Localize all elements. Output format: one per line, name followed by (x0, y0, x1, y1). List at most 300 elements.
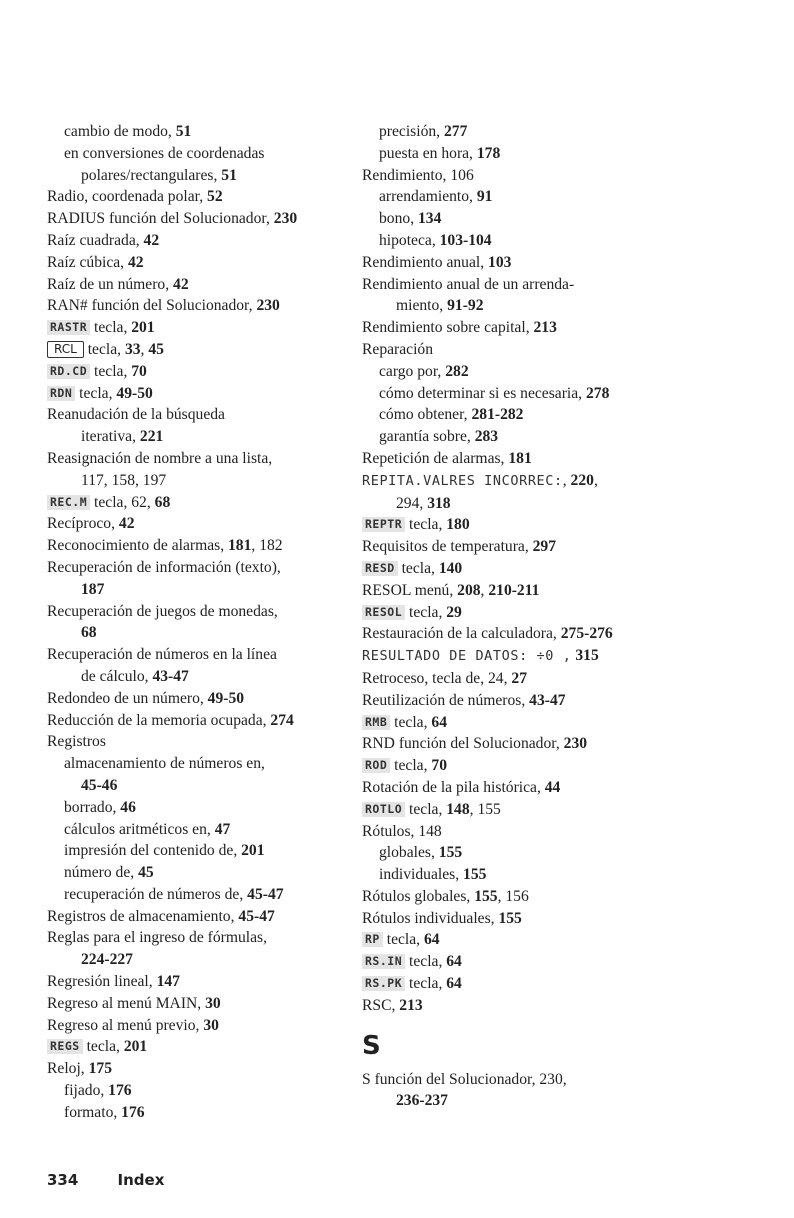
entry-line (47, 884, 362, 906)
entry-text: Rendimiento anual de un arrenda- (362, 275, 575, 293)
entry-text: Registros de almacenamiento, (47, 907, 239, 925)
page-ref: 27 (511, 669, 527, 687)
page-ref: 64 (446, 975, 462, 993)
display-message: RESULTADO DE DATOS: ÷0 , (362, 648, 572, 665)
entry-line (47, 710, 362, 732)
entry-line (362, 143, 782, 165)
entry-text: Reasignación de nombre a una lista, (47, 449, 273, 467)
page-ref: 103-104 (439, 231, 492, 249)
index-entry (362, 470, 782, 515)
right-entries (362, 121, 782, 1017)
index-entry (47, 361, 362, 383)
softkey-label: RESD (362, 561, 398, 576)
index-subentry (47, 862, 362, 884)
entry-line (362, 558, 782, 580)
entry-text: Reglas para el ingreso de fórmulas, (47, 929, 267, 947)
page-ref: 181 (228, 537, 252, 555)
entry-line (362, 580, 782, 602)
page-ref: 42 (127, 253, 144, 271)
entry-text: Recuperación de información (texto), (47, 558, 281, 576)
index-subentry (362, 361, 782, 383)
page-ref: 278 (585, 384, 610, 402)
index-entry (362, 777, 782, 799)
index-entry (47, 710, 362, 732)
entry-text: tecla, (75, 384, 117, 402)
entry-line (362, 1069, 782, 1091)
page-ref: 70 (431, 757, 447, 775)
page-ref: 42 (143, 231, 160, 249)
page-ref: 45 (148, 340, 164, 358)
entry-line (362, 645, 782, 668)
index-entry (47, 492, 362, 514)
entry-text: , (562, 471, 571, 489)
entry-continuation (47, 470, 362, 492)
index-entry (362, 580, 782, 602)
entry-text: tecla, (90, 362, 132, 380)
entry-line (47, 317, 362, 339)
entry-line (362, 361, 782, 383)
entry-text: puesta en hora, (379, 144, 477, 162)
index-entry (362, 973, 782, 995)
entry-line (47, 1102, 362, 1124)
entry-continuation (47, 775, 362, 797)
index-entry (47, 404, 362, 448)
entry-line (47, 753, 362, 775)
softkey-label: REC.M (47, 495, 90, 510)
index-subentry (362, 383, 782, 405)
page-ref: 103 (488, 253, 512, 271)
entry-continuation (47, 949, 362, 971)
page-ref: 49-50 (116, 384, 153, 402)
entry-line (362, 252, 782, 274)
entry-line (47, 688, 362, 710)
entry-text: tecla, (405, 800, 447, 818)
entry-text: Rótulos, 148 (362, 822, 442, 840)
page-ref: 230 (256, 297, 280, 315)
page-ref: 220 (570, 471, 594, 489)
entry-line (47, 906, 362, 928)
index-column-right (362, 121, 782, 1112)
index-entry (362, 690, 782, 712)
index-entry (362, 886, 782, 908)
entry-text: Registros (47, 733, 106, 751)
entry-text: en conversiones de coordenadas (64, 144, 265, 162)
entry-line (362, 712, 782, 734)
entry-line (47, 186, 362, 208)
page-ref: 277 (443, 123, 468, 140)
entry-line (47, 840, 362, 862)
entry-line (362, 186, 782, 208)
entry-line (362, 602, 782, 624)
index-entry (362, 995, 782, 1017)
page-ref: 297 (532, 538, 557, 556)
index-entry (47, 731, 362, 753)
entry-text: Rótulos globales, (362, 887, 475, 905)
entry-text: 294, (396, 494, 428, 512)
entry-text: Regresión lineal, (47, 973, 157, 991)
index-entry (47, 186, 362, 208)
entry-line (362, 404, 782, 426)
index-subentry (362, 186, 782, 208)
entry-line (47, 295, 362, 317)
page-ref: 33 (124, 340, 141, 358)
page-ref: 51 (175, 123, 192, 140)
entry-text: Reanudación de la búsqueda (47, 406, 225, 424)
entry-line (362, 426, 782, 448)
entry-text: RSC, (362, 996, 400, 1014)
page-ref: 45-47 (247, 885, 284, 903)
entry-line (47, 1080, 362, 1102)
page-ref: 275-276 (560, 625, 613, 643)
entry-line (362, 339, 782, 361)
entry-line (362, 514, 782, 536)
index-entry (47, 383, 362, 405)
entry-line (362, 755, 782, 777)
entry-text: Raíz de un número, (47, 275, 174, 293)
entry-text: número de, (64, 864, 139, 882)
entry-line (362, 733, 782, 755)
entry-line (47, 513, 362, 535)
entry-text: 117, 158, 197 (81, 471, 167, 489)
page-ref: 45-47 (238, 907, 275, 925)
page-ref: 155 (438, 844, 463, 862)
entry-text: , 156 (497, 887, 529, 905)
page-ref: 155 (474, 887, 498, 905)
index-entry (362, 317, 782, 339)
index-entry (362, 274, 782, 318)
entry-line (362, 777, 782, 799)
page-ref: 281-282 (471, 406, 524, 424)
entry-text: , 155 (469, 800, 501, 818)
page-ref: 43-47 (529, 691, 566, 709)
entry-line (47, 339, 362, 361)
page-ref: 213 (399, 996, 423, 1014)
entry-text: tecla, (397, 559, 439, 577)
page-ref: 282 (445, 362, 469, 380)
index-subentry (362, 842, 782, 864)
index-entry (362, 821, 782, 843)
index-entry (47, 230, 362, 252)
entry-text: polares/rectangulares, (81, 166, 222, 184)
index-entry (47, 317, 362, 339)
entry-text: miento, (396, 297, 448, 315)
index-entry (47, 557, 362, 601)
softkey-label: RDN (47, 386, 75, 401)
index-subentry (47, 143, 362, 187)
page-ref: 201 (241, 842, 265, 860)
entry-text: Radio, coordenada polar, (47, 188, 208, 206)
page-ref: 45-46 (81, 776, 118, 794)
index-subentry (362, 121, 782, 143)
entry-text: Reducción de la memoria ocupada, (47, 711, 271, 729)
entry-line (362, 821, 782, 843)
entry-text: Raíz cuadrada, (47, 231, 144, 249)
entry-line (362, 995, 782, 1017)
page-ref: 175 (88, 1060, 112, 1078)
entry-text: Rotación de la pila histórica, (362, 778, 545, 796)
softkey-label: RASTR (47, 320, 90, 335)
index-entry (47, 274, 362, 296)
index-entry (362, 514, 782, 536)
entry-text: Reloj, (47, 1060, 89, 1078)
entry-line (47, 404, 362, 426)
page-ref: 147 (156, 973, 180, 991)
index-entry (47, 601, 362, 645)
index-subentry (47, 884, 362, 906)
entry-line (47, 230, 362, 252)
entry-continuation (47, 579, 362, 601)
entry-text: , (140, 340, 149, 358)
hard-key-label: RCL (47, 341, 84, 358)
page-ref: 236-237 (396, 1092, 448, 1110)
index-column-left (47, 121, 362, 1124)
index-entry (47, 513, 362, 535)
entry-text: globales, (379, 844, 439, 862)
page-ref: 52 (207, 188, 223, 206)
entry-text: arrendamiento, (379, 188, 477, 206)
softkey-label: ROD (362, 758, 390, 773)
index-subentry (47, 1080, 362, 1102)
entry-text: tecla, (382, 931, 424, 949)
index-entry (362, 602, 782, 624)
page-ref: 224-227 (81, 951, 133, 969)
entry-line (47, 274, 362, 296)
s-entries (362, 1069, 782, 1113)
page-number: 334 (47, 1171, 79, 1189)
entry-line (362, 208, 782, 230)
index-entry (47, 927, 362, 971)
softkey-label: RESOL (362, 605, 405, 620)
page-ref: 29 (446, 603, 462, 621)
page-ref: 47 (214, 820, 231, 838)
index-subentry (362, 864, 782, 886)
entry-line (47, 383, 362, 405)
entry-text: almacenamiento de números en, (64, 755, 265, 773)
entry-continuation (47, 426, 362, 448)
entry-line (362, 864, 782, 886)
entry-text: Recuperación de números en la línea (47, 646, 277, 664)
entry-text: iterativa, (81, 428, 140, 446)
index-subentry (47, 1102, 362, 1124)
entry-text: tecla, (90, 319, 132, 337)
page-ref: 187 (81, 580, 105, 598)
entry-text: Regreso al menú previo, (47, 1016, 204, 1034)
page-ref: 44 (544, 778, 561, 796)
index-entry (362, 929, 782, 951)
entry-continuation (47, 622, 362, 644)
index-entry (47, 971, 362, 993)
entry-text: cálculos aritméticos en, (64, 820, 215, 838)
entry-line (362, 929, 782, 951)
page-ref: 230 (273, 210, 298, 228)
entry-line (47, 143, 362, 165)
entry-line (47, 448, 362, 470)
page-ref: 176 (121, 1103, 145, 1121)
page-ref: 155 (498, 909, 522, 927)
entry-text: borrado, (64, 798, 121, 816)
index-subentry (47, 797, 362, 819)
entry-text: impresión del contenido de, (64, 842, 242, 860)
index-entry (47, 208, 362, 230)
index-subentry (47, 753, 362, 797)
entry-line (362, 121, 782, 143)
page-ref: 283 (474, 428, 499, 446)
index-entry (362, 252, 782, 274)
page-ref: 68 (81, 624, 97, 642)
entry-text: Rendimiento anual, (362, 253, 489, 271)
entry-text: Raíz cúbica, (47, 253, 128, 271)
softkey-label: RS.IN (362, 954, 405, 969)
page-ref: 210-211 (488, 581, 540, 599)
index-subentry (362, 404, 782, 426)
index-entry (362, 755, 782, 777)
entry-continuation (47, 666, 362, 688)
index-entry (362, 536, 782, 558)
page-ref: 42 (173, 275, 189, 293)
entry-text: RESOL menú, (362, 581, 458, 599)
entry-text: , (593, 471, 598, 489)
entry-line (47, 1058, 362, 1080)
page-ref: 208 (457, 581, 481, 599)
entry-text: tecla, (405, 603, 447, 621)
index-entry (47, 535, 362, 557)
page-ref: 201 (131, 319, 155, 337)
entry-line (47, 601, 362, 623)
index-subentry (47, 819, 362, 841)
entry-line (47, 731, 362, 753)
index-entry (362, 645, 782, 668)
entry-text: Restauración de la calculadora, (362, 625, 561, 643)
entry-text: tecla, (390, 757, 432, 775)
index-entry (47, 688, 362, 710)
entry-text: tecla, (405, 975, 447, 993)
entry-continuation (362, 493, 782, 515)
entry-line (47, 797, 362, 819)
entry-text: hipoteca, (379, 231, 440, 249)
entry-text: RADIUS función del Solucionador, (47, 210, 274, 228)
softkey-label: RP (362, 932, 383, 947)
entry-text: recuperación de números de, (64, 885, 248, 903)
entry-line (362, 165, 782, 187)
entry-line (47, 361, 362, 383)
page-ref: 181 (508, 449, 532, 467)
index-entry (47, 448, 362, 492)
entry-line (47, 252, 362, 274)
entry-text: cómo obtener, (379, 406, 472, 424)
page-ref: 315 (575, 647, 599, 665)
entry-text: tecla, 62, (90, 493, 155, 511)
page-ref: 64 (423, 931, 440, 949)
page-ref: 46 (120, 798, 136, 816)
index-entry (47, 252, 362, 274)
index-entry (362, 733, 782, 755)
entry-continuation (362, 295, 782, 317)
entry-text: tecla, (390, 713, 432, 731)
entry-text: precisión, (379, 123, 444, 140)
page-ref: 134 (417, 210, 442, 228)
page-ref: 51 (221, 166, 237, 184)
entry-line (47, 557, 362, 579)
entry-line (362, 668, 782, 690)
entry-text: individuales, (379, 866, 464, 884)
softkey-label: RD.CD (47, 364, 90, 379)
entry-line (47, 644, 362, 666)
entry-text: Requisitos de temperatura, (362, 538, 533, 556)
entry-text: Reparación (362, 340, 434, 358)
entry-line (362, 842, 782, 864)
entry-line (47, 121, 362, 143)
page-ref: 64 (431, 713, 447, 731)
entry-text: de cálculo, (81, 667, 153, 685)
page-ref: 43-47 (152, 667, 189, 685)
entry-line (47, 1015, 362, 1037)
softkey-label: RMB (362, 715, 390, 730)
entry-text: , (480, 581, 489, 599)
index-subentry (362, 208, 782, 230)
entry-line (47, 535, 362, 557)
index-entry (47, 1015, 362, 1037)
page-ref: 213 (533, 319, 557, 337)
entry-line (362, 623, 782, 645)
display-message: REPITA.VALRES INCORREC: (362, 472, 563, 489)
entry-text: Redondeo de un número, (47, 689, 208, 707)
entry-line (47, 927, 362, 949)
index-entry (362, 799, 782, 821)
entry-line (47, 971, 362, 993)
entry-text: formato, (64, 1103, 122, 1121)
entry-text: Reutilización de números, (362, 691, 530, 709)
entry-text: Rendimiento sobre capital, (362, 319, 534, 337)
entry-text: Rendimiento, 106 (362, 166, 474, 184)
index-entry (362, 712, 782, 734)
entry-text: tecla, (83, 340, 125, 358)
index-entry (47, 295, 362, 317)
index-entry (362, 908, 782, 930)
entry-line (362, 383, 782, 405)
entry-text: Repetición de alarmas, (362, 449, 509, 467)
index-subentry (362, 230, 782, 252)
entry-text: Recíproco, (47, 515, 119, 533)
softkey-label: REGS (47, 1039, 83, 1054)
page-ref: 45 (138, 864, 154, 882)
page-ref: 274 (270, 711, 294, 729)
page-ref: 64 (446, 953, 462, 971)
page-ref: 49-50 (207, 689, 245, 707)
entry-line (362, 536, 782, 558)
entry-text: RND función del Solucionador, (362, 735, 564, 753)
page-ref: 140 (438, 559, 463, 577)
entry-text: tecla, (82, 1038, 124, 1056)
index-entry (47, 644, 362, 688)
softkey-label: ROTLO (362, 802, 405, 817)
entry-line (362, 448, 782, 470)
index-entry (362, 1069, 782, 1113)
index-subentry (362, 426, 782, 448)
page-ref: 30 (203, 1016, 219, 1034)
page-ref: 318 (427, 494, 451, 512)
entry-text: tecla, (405, 953, 447, 971)
index-subentry (362, 143, 782, 165)
index-entry (362, 558, 782, 580)
entry-line (47, 862, 362, 884)
entry-text: cómo determinar si es necesaria, (379, 384, 586, 402)
entry-text: , 182 (251, 537, 283, 555)
index-entry (362, 623, 782, 645)
index-entry (47, 906, 362, 928)
entry-text: Retroceso, tecla de, 24, (362, 669, 512, 687)
section-letter-s: S (362, 1030, 381, 1061)
page-ref: 201 (123, 1038, 148, 1056)
